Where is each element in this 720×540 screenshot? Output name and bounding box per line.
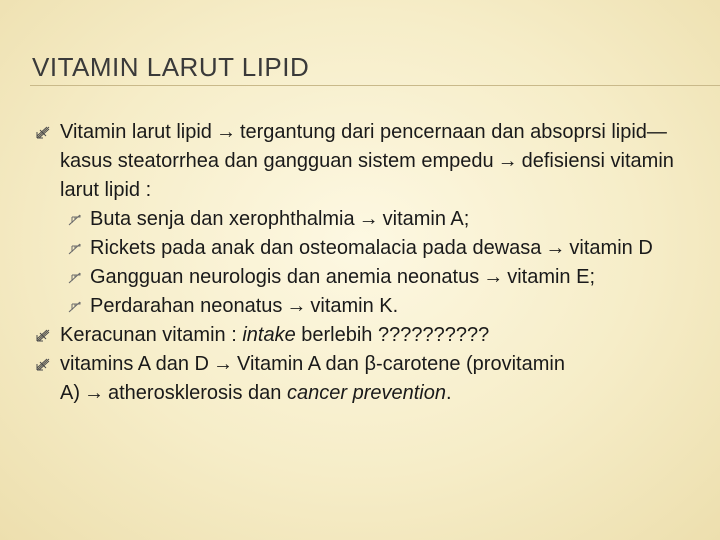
right-arrow-icon: → — [358, 208, 379, 230]
sub-bullet-text: Perdarahan neonatus — [90, 295, 283, 317]
bullet-text: . — [445, 382, 452, 404]
bullet-vitamins-a-d — [30, 350, 700, 408]
bullet-text: vitamins A dan D — [60, 353, 209, 375]
quill-icon — [68, 272, 81, 284]
sub-bullet-vitamin-d — [30, 234, 700, 263]
cross-hatch-leaf-icon — [36, 329, 50, 342]
bullet-text: berlebih ?????????? — [295, 324, 490, 346]
bullet-text: tergantung dari pencernaan dan absoprsi lipid—kasus steatorrhea dan gangguan sistem empedu — [60, 121, 667, 172]
bullet-italic-text: cancer prevention — [286, 382, 446, 404]
sub-bullet-text: vitamin E; — [507, 266, 596, 288]
sub-bullet-vitamin-e — [30, 263, 700, 292]
right-arrow-icon: → — [286, 295, 307, 317]
bullet-italic-text: intake — [242, 324, 296, 346]
right-arrow-icon: → — [84, 382, 104, 404]
quill-icon — [68, 301, 81, 313]
bullet-keracunan-vitamin — [30, 321, 700, 350]
sub-bullet-text: Rickets pada anak dan osteomalacia pada dewasa — [90, 237, 542, 259]
bullet-text: Vitamin larut lipid — [60, 121, 212, 143]
cross-hatch-leaf-icon — [36, 358, 50, 371]
bullet-text: Vitamin A dan β-carotene (provitamin A) — [60, 353, 565, 404]
slide-content — [30, 118, 700, 408]
right-arrow-icon: → — [483, 266, 504, 288]
sub-bullet-text: Gangguan neurologis dan anemia neonatus — [90, 266, 480, 288]
sub-bullet-vitamin-a — [30, 205, 700, 234]
bullet-text: Keracunan vitamin : — [60, 324, 243, 346]
cross-hatch-leaf-icon — [36, 126, 50, 139]
right-arrow-icon: → — [545, 237, 566, 259]
quill-icon — [68, 214, 81, 226]
right-arrow-icon: → — [212, 353, 233, 375]
sub-bullet-vitamin-k — [30, 292, 700, 321]
bullet-vitamin-larut-lipid — [30, 118, 700, 205]
bullet-text: defisiensi vitamin larut lipid : — [60, 150, 674, 201]
sub-bullet-text: vitamin A; — [382, 208, 470, 230]
sub-bullet-text: vitamin K. — [310, 295, 399, 317]
right-arrow-icon: → — [215, 121, 236, 143]
quill-icon — [68, 243, 81, 255]
bullet-text: atherosklerosis dan — [108, 382, 287, 404]
sub-bullet-text: vitamin D — [569, 237, 653, 259]
sub-bullet-text: Buta senja dan xerophthalmia — [90, 208, 355, 230]
slide-title: VITAMIN LARUT LIPID — [32, 52, 310, 82]
title-divider — [30, 85, 720, 86]
right-arrow-icon: → — [497, 150, 518, 172]
